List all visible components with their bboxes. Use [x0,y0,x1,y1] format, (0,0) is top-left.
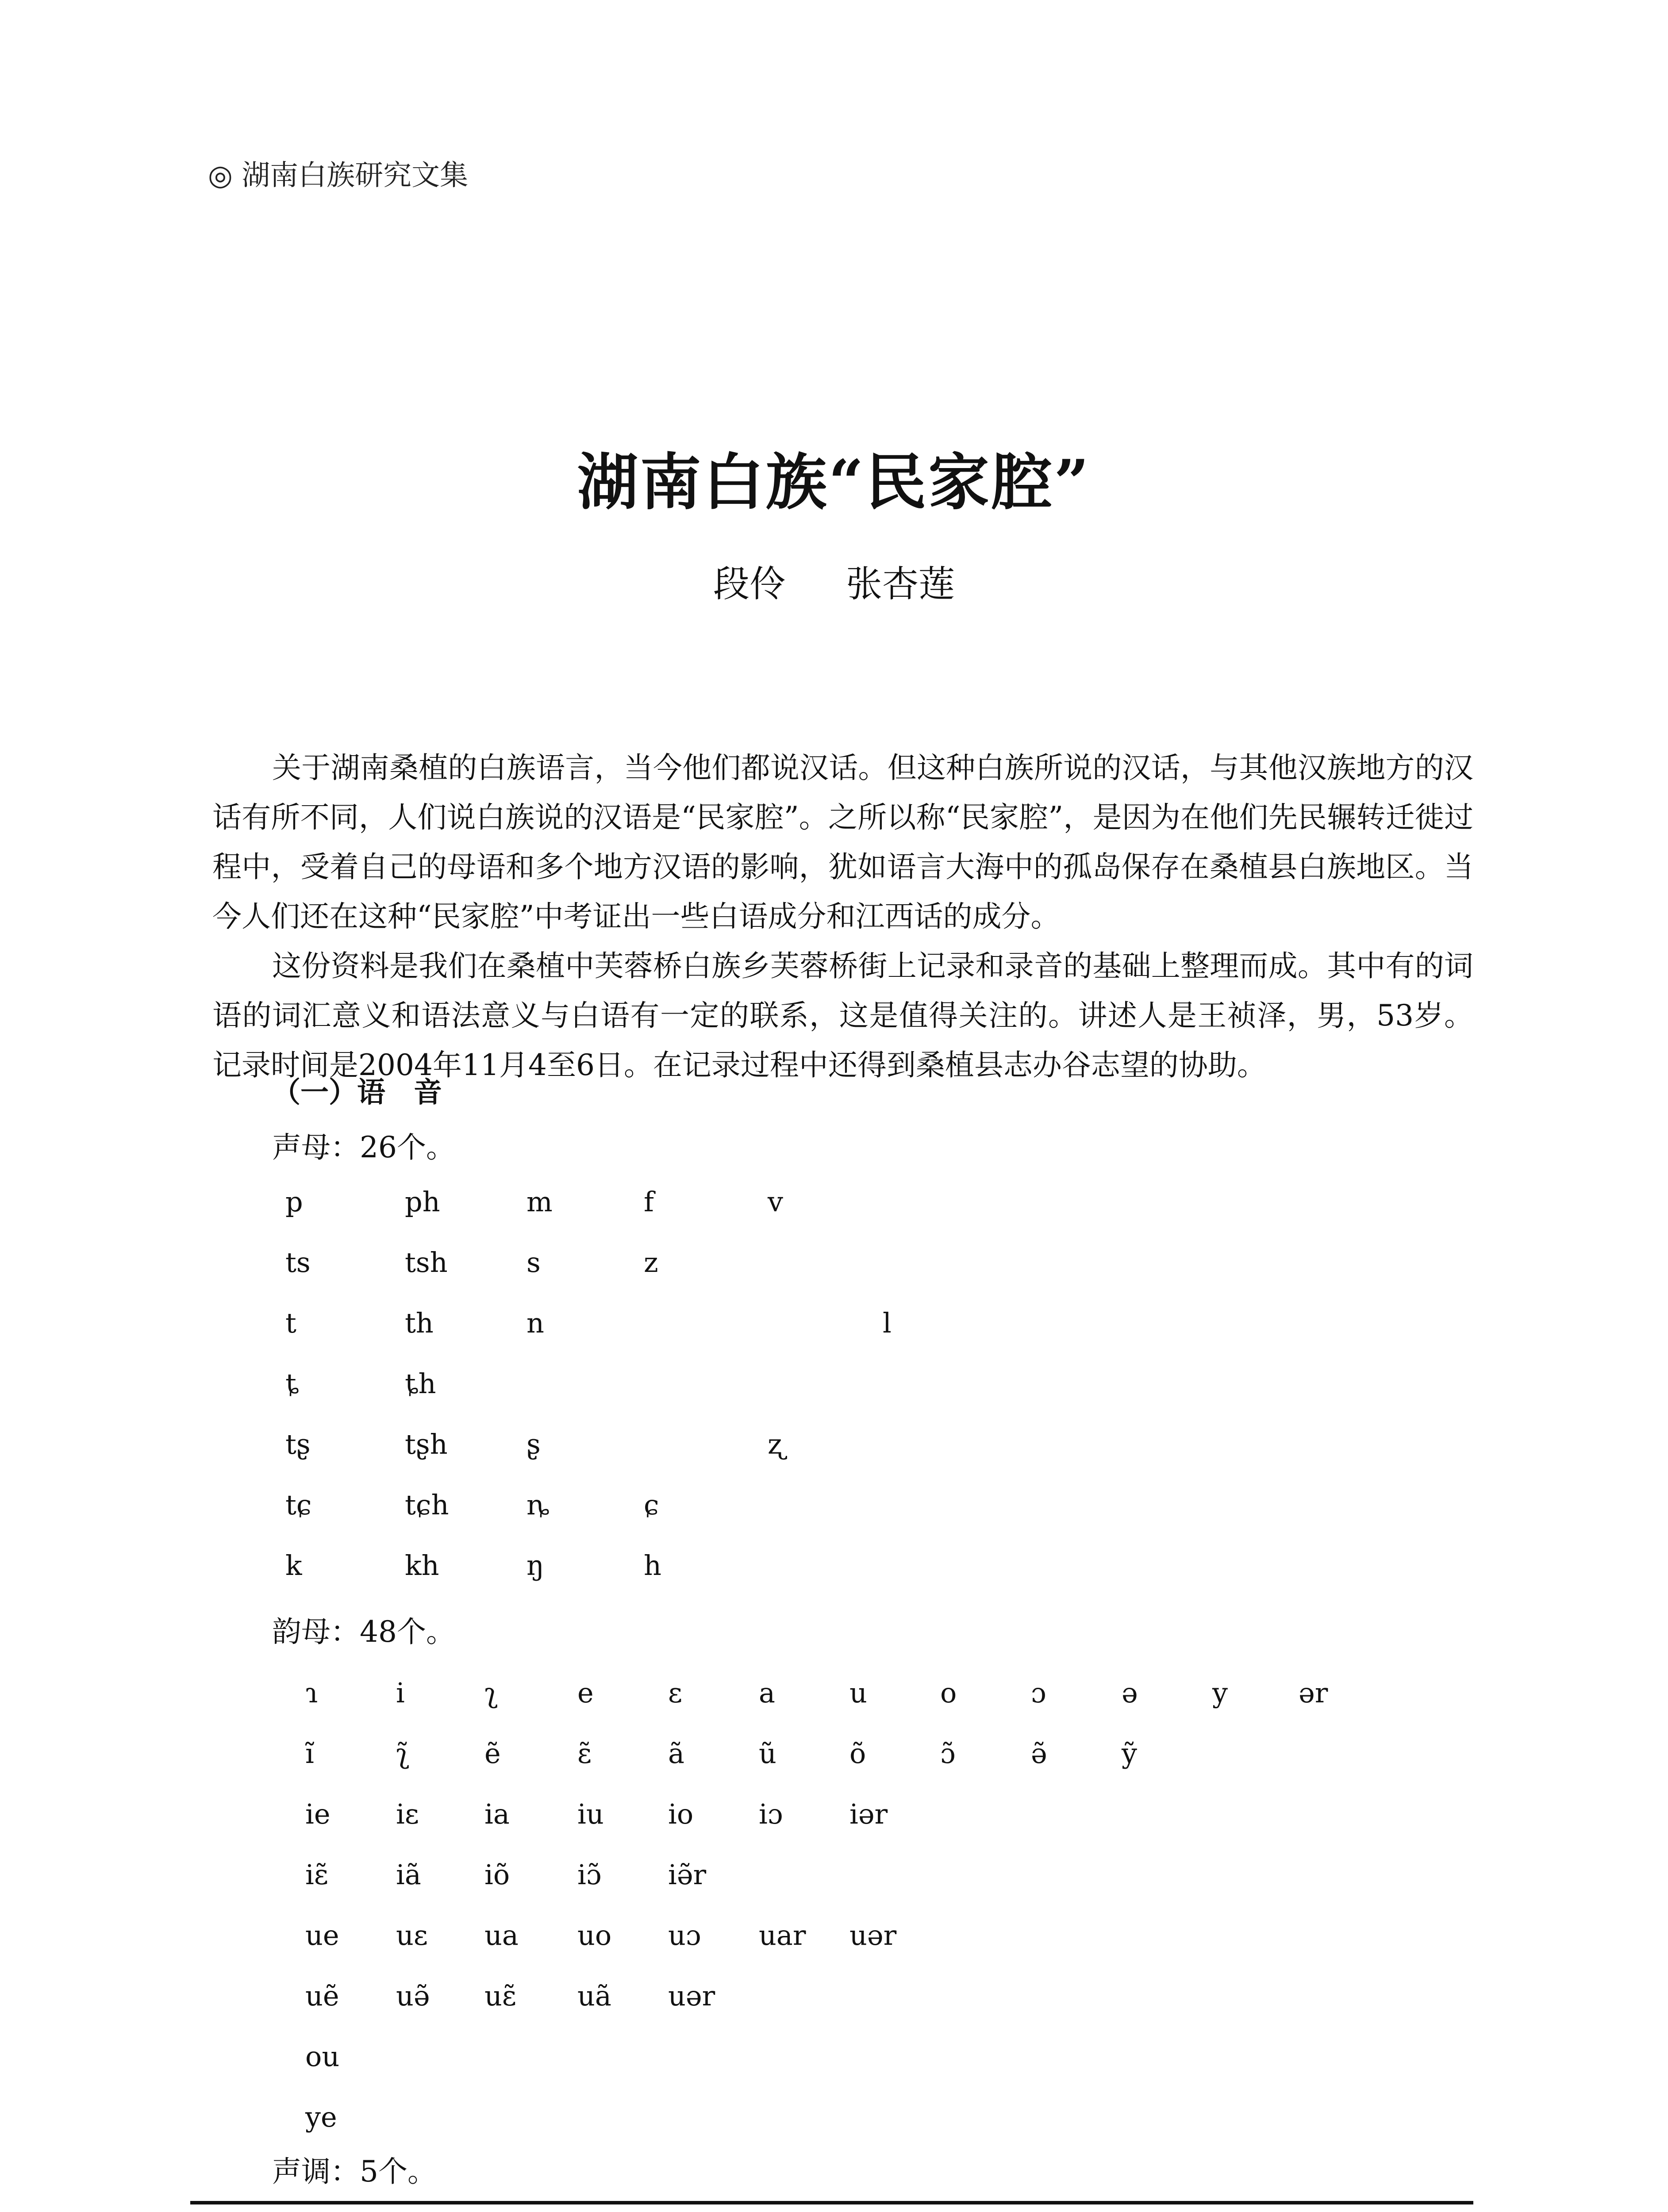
initial-phoneme: ŋ [527,1549,544,1582]
final-phoneme: ie [305,1798,331,1830]
final-phoneme: uẽ [305,1980,339,2012]
final-phoneme: ə [1122,1677,1138,1709]
final-phoneme: ɿ [305,1677,318,1709]
final-phoneme: uã [577,1980,611,2012]
initial-phoneme: k [285,1549,302,1582]
initial-phoneme: n [527,1307,544,1339]
final-phoneme: iɛ̃ [305,1859,328,1891]
final-phoneme: uɛ [396,1919,428,1951]
initial-phoneme: h [644,1549,661,1582]
running-header: ◎ 湖南白族研究文集 [208,159,469,192]
initial-phoneme: tɕh [405,1489,449,1521]
initial-phoneme: tʂh [405,1428,448,1460]
final-phoneme: o [940,1677,957,1709]
final-phoneme: io [668,1798,694,1830]
initial-phoneme: tʂ [285,1428,311,1460]
initial-phoneme: th [405,1307,434,1339]
final-phoneme: uar [759,1919,806,1951]
final-phoneme: ẽ [484,1737,501,1770]
final-phoneme: ue [305,1919,339,1951]
final-phoneme: ye [305,2101,337,2133]
final-phoneme: ɛ [668,1677,683,1709]
final-phoneme: ʅ̃ [396,1737,410,1770]
final-phoneme: ə̃ [1031,1737,1047,1770]
finals-label: 韵母：48个。 [272,1615,455,1649]
final-phoneme: y [1212,1677,1228,1709]
final-phoneme: uo [577,1919,612,1951]
footer-rule [190,2201,1473,2204]
final-phoneme: u [849,1677,867,1709]
initial-phoneme: ɕ [644,1489,659,1521]
final-phoneme: õ [849,1737,866,1770]
final-phoneme: a [759,1677,775,1709]
author-line [0,555,1668,607]
final-phoneme: e [577,1677,594,1709]
initial-phoneme: tsh [405,1246,448,1279]
initial-phoneme: s [527,1246,541,1279]
final-phoneme: ɔ [1031,1677,1046,1709]
article-body [212,743,1473,1090]
initial-phoneme: p [285,1186,303,1218]
initial-phoneme: tɕ [285,1489,312,1521]
initial-phoneme: m [527,1186,553,1218]
initial-phoneme: ʂ [527,1428,541,1460]
final-phoneme: iɛ [396,1798,419,1830]
tones-label: 声调：5个。 [272,2154,437,2189]
initial-phoneme: v [768,1186,784,1218]
initials-label: 声母：26个。 [272,1130,455,1164]
final-phoneme: iər [849,1798,888,1830]
final-phoneme: ɛ̃ [577,1737,592,1770]
initial-phoneme: t [285,1307,296,1339]
paragraph: 关于湖南桑植的白族语言，当今他们都说汉话。但这种白族所说的汉话，与其他汉族地方的汉话有所不同，人们说白族说的汉语是“民家腔”。之所以称“民家腔”，是因为在他们先民辗转迁徙过程中，受着自己的母语和多个地方汉语的影响，犹如语言大海中的孤岛保存在桑植县白族地区。当今人们还在这种“民家腔”中考证出一些白语成分和江西话的成分。 [212,751,1473,933]
final-phoneme: iõ [484,1859,510,1891]
final-phoneme: ia [484,1798,510,1830]
initial-phoneme: l [883,1307,892,1339]
initial-phoneme: ts [285,1246,311,1279]
final-phoneme: ũ [759,1737,776,1770]
final-phoneme: ou [305,2040,340,2073]
final-phoneme: ʅ [484,1677,498,1709]
initial-phoneme: ph [405,1186,440,1218]
article-title: 湖南白族“民家腔” [577,446,1091,518]
final-phoneme: iɔ [759,1798,783,1830]
initial-phoneme: kh [405,1549,439,1582]
initial-phoneme: ȵ [527,1489,550,1521]
initial-phoneme: f [644,1186,654,1218]
section-heading: （一）语 音 [272,1076,442,1109]
final-phoneme: iə̃r [668,1859,707,1891]
author-name: 张杏莲 [846,563,955,605]
final-phoneme: iu [577,1798,604,1830]
final-phoneme: i [396,1677,405,1709]
final-phoneme: uər [849,1919,897,1951]
initial-phoneme: ʐ [768,1428,784,1460]
final-phoneme: ỹ [1122,1737,1138,1770]
final-phoneme: ua [484,1919,519,1951]
initial-phoneme: ȶh [405,1367,436,1400]
author-name: 段伶 [713,563,786,605]
final-phoneme: uər [668,1980,715,2012]
final-phoneme: iã [396,1859,421,1891]
final-phoneme: uɔ [668,1919,701,1951]
final-phoneme: ɔ̃ [940,1737,956,1770]
final-phoneme: ər [1299,1677,1328,1709]
final-phoneme: iɔ̃ [577,1859,602,1891]
initial-phoneme: z [644,1246,658,1279]
final-phoneme: ã [668,1737,684,1770]
final-phoneme: uɛ̃ [484,1980,517,2012]
final-phoneme: uə̃ [396,1980,430,2012]
initial-phoneme: ȶ [285,1367,299,1400]
paragraph: 这份资料是我们在桑植中芙蓉桥白族乡芙蓉桥街上记录和录音的基础上整理而成。其中有的词语的词汇意义和语法意义与白语有一定的联系，这是值得关注的。讲述人是王祯泽，男，53岁。记录时间是2004年11月4至6日。在记录过程中还得到桑植县志办谷志望的协助。 [212,949,1473,1082]
final-phoneme: ĩ [305,1737,314,1770]
